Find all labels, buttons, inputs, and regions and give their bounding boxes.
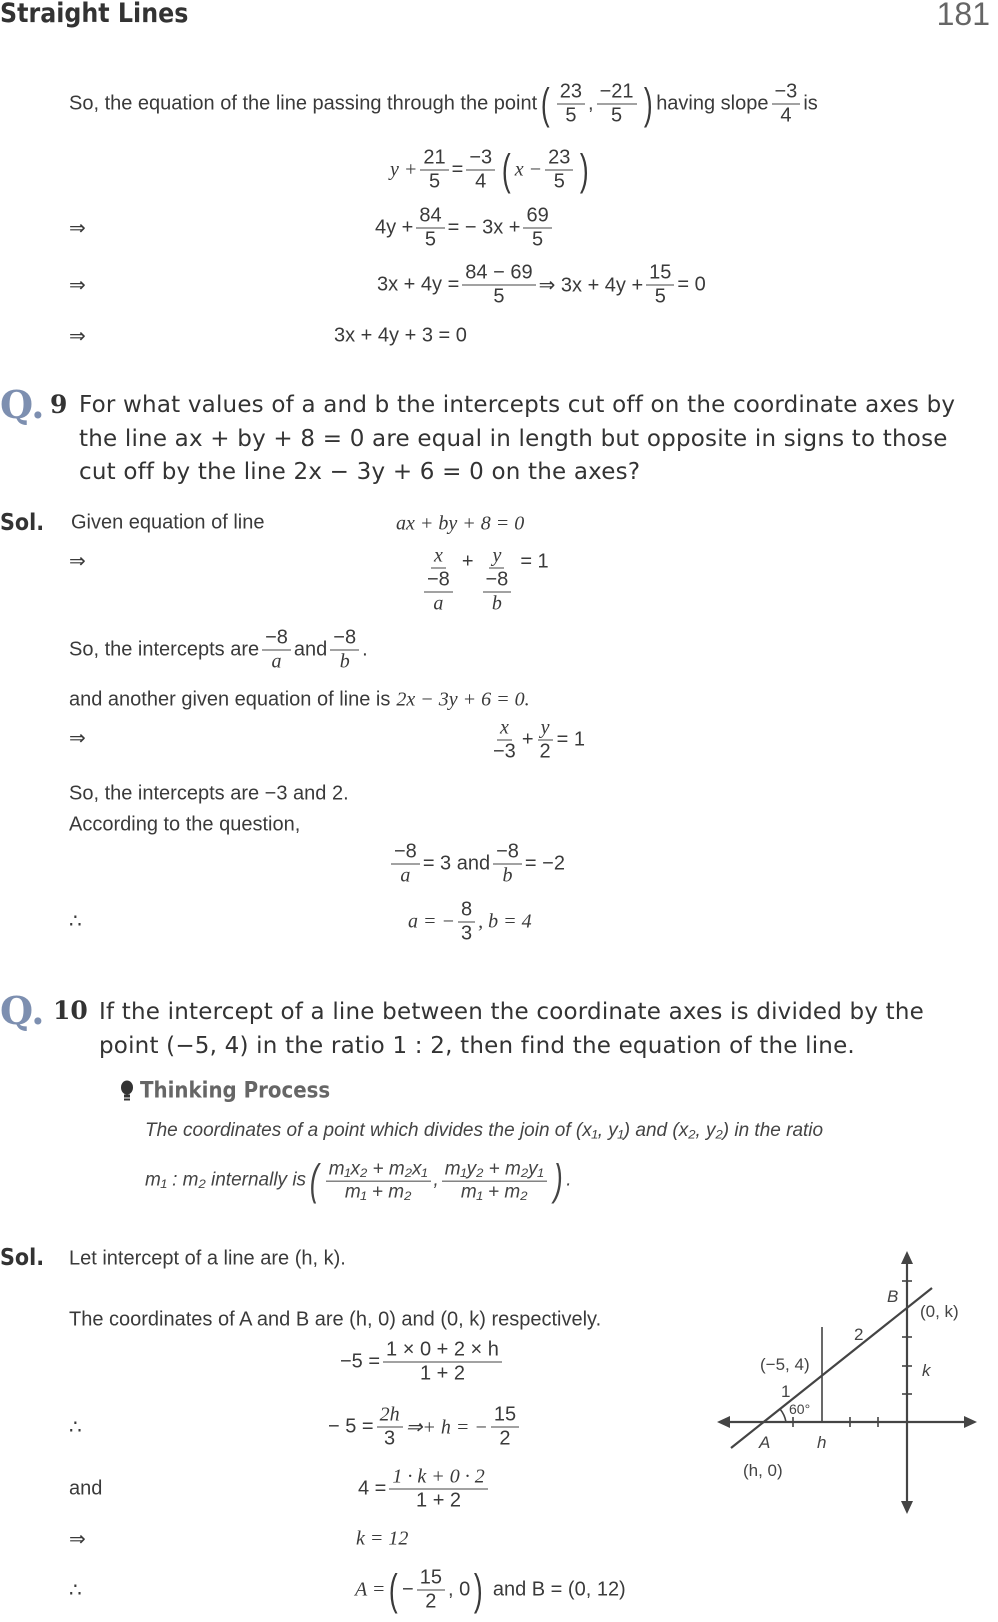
label-angle: 60° xyxy=(789,1401,811,1417)
math-part: 4 = xyxy=(358,1477,387,1500)
math-part: = −2 xyxy=(524,852,565,875)
coordinate-diagram xyxy=(680,1200,998,1520)
math-part: 4 xyxy=(780,104,792,127)
question-mark-label: Q. xyxy=(0,988,45,1033)
q8-line-1 xyxy=(69,81,818,128)
math-part: 23 xyxy=(557,81,585,105)
math-part: −3 xyxy=(466,147,495,171)
bracket: ( xyxy=(309,1156,319,1205)
label-k: k xyxy=(922,1361,931,1380)
q8-line-2 xyxy=(390,147,593,194)
math-part: a xyxy=(433,592,444,615)
math-part: −3 xyxy=(772,81,801,105)
fraction xyxy=(391,841,420,888)
math-part xyxy=(477,569,518,616)
math-part xyxy=(121,1080,133,1094)
chapter-title: Straight Lines xyxy=(0,0,189,29)
math-part: b xyxy=(502,864,513,887)
angle-arc xyxy=(780,1409,786,1422)
math-part: b xyxy=(339,650,350,673)
fraction xyxy=(389,1466,487,1513)
math-part: 5 xyxy=(553,170,565,193)
fraction xyxy=(383,1339,502,1386)
math-part: 5 xyxy=(654,285,666,308)
math-part: A = xyxy=(355,1578,386,1601)
equation xyxy=(388,841,565,888)
math-part: 5 xyxy=(565,104,577,127)
question-text: the line ax + by + 8 = 0 are equal in length but opposite in signs to those xyxy=(79,426,948,452)
label-b: B xyxy=(887,1287,899,1306)
math-part: = 1 xyxy=(520,550,549,573)
bracket: ) xyxy=(580,145,590,194)
math-part: 3 xyxy=(384,1427,396,1450)
fraction xyxy=(424,569,453,616)
intercept-form-equation xyxy=(415,545,549,616)
math-part: −8 xyxy=(391,841,420,865)
math-part: and another given equation of line is xyxy=(69,688,391,711)
math-part: 8 xyxy=(458,899,475,923)
thinking-process-text: The coordinates of a point which divides the join of (x₁, y₁) and (x₂, y₂) in the ratio xyxy=(145,1120,824,1141)
math-part: −8 xyxy=(493,841,522,865)
math-part: 84 xyxy=(416,205,444,229)
text: According to the question, xyxy=(69,813,301,836)
math-part xyxy=(901,1501,913,1514)
implies-arrow: ⇒ xyxy=(69,274,86,297)
text: Given equation of line xyxy=(71,511,265,534)
math-part: 5 xyxy=(532,228,544,251)
math-part: a xyxy=(271,650,282,673)
math-part: − xyxy=(402,1578,414,1601)
answer xyxy=(355,1567,626,1614)
text: and xyxy=(69,1477,103,1500)
math-part: 2h xyxy=(377,1404,403,1428)
equation: ax + by + 8 = 0 xyxy=(396,512,525,535)
math-part: −3 xyxy=(493,740,516,763)
fraction xyxy=(646,262,674,309)
section-formula xyxy=(145,1156,572,1205)
equation: k = 12 xyxy=(356,1527,409,1550)
math-part: − 5 = xyxy=(328,1415,374,1438)
math-part: . xyxy=(566,1170,572,1191)
math-part: −8 xyxy=(483,569,512,593)
math-part: 84 − 69 xyxy=(462,262,535,286)
math-part: b xyxy=(491,592,502,615)
question-text: point (−5, 4) in the ratio 1 : 2, then find the equation of the line. xyxy=(99,1033,855,1059)
math-part: 1 · k + 0 · 2 xyxy=(389,1466,487,1490)
math-part: 2 xyxy=(539,740,551,763)
math-part xyxy=(964,1416,977,1428)
text: The coordinates of A and B are (h, 0) and (0, k) respectively. xyxy=(69,1308,602,1331)
math-part: m₁ : m₂ internally is xyxy=(145,1170,307,1191)
fraction xyxy=(262,627,291,674)
fraction xyxy=(330,627,359,674)
fraction xyxy=(545,147,573,194)
therefore-symbol: ∴ xyxy=(69,1416,82,1439)
label-b-coord: (0, k) xyxy=(920,1302,959,1321)
math-part: + xyxy=(521,728,534,751)
math-part: = 0 xyxy=(677,273,706,296)
fraction xyxy=(442,1159,547,1204)
math-part: −8 xyxy=(262,627,291,651)
page-number: 181 xyxy=(936,0,990,32)
math-part: . xyxy=(362,638,368,661)
math-part: y + xyxy=(390,158,418,181)
math-part: 15 xyxy=(417,1567,445,1591)
math-part: , xyxy=(588,92,594,115)
math-part: 2 xyxy=(425,1590,437,1613)
bracket: ( xyxy=(502,145,511,194)
solution-label: Sol. xyxy=(0,510,45,536)
math-part: , xyxy=(433,1170,439,1191)
math-part: 1 + 2 xyxy=(419,1362,465,1385)
math-part: So, the intercepts are xyxy=(69,638,260,661)
math-part xyxy=(124,1098,130,1100)
math-part: = − 3x + xyxy=(447,216,521,239)
label-ratio-2: 2 xyxy=(854,1325,864,1344)
math-part: 15 xyxy=(646,262,674,286)
math-part: , 0 xyxy=(447,1578,471,1601)
math-part: = 3 and xyxy=(422,852,491,875)
fraction xyxy=(483,569,512,616)
q9-intercepts-line xyxy=(69,627,368,674)
label-a-coord: (h, 0) xyxy=(743,1461,783,1480)
math-part: a xyxy=(400,864,411,887)
bracket: ) xyxy=(643,79,653,128)
text: Let intercept of a line are (h, k). xyxy=(69,1247,346,1270)
math-part: x xyxy=(497,717,512,741)
q8-line-4 xyxy=(377,262,706,309)
fraction xyxy=(462,262,535,309)
question-text: cut off by the line 2x − 3y + 6 = 0 on the axes? xyxy=(79,459,641,485)
math-part: −5 = xyxy=(340,1350,381,1373)
fraction xyxy=(491,1404,519,1451)
math-part: −8 xyxy=(330,627,359,651)
bracket: ( xyxy=(389,1565,399,1614)
math-part: y xyxy=(489,545,504,569)
equation xyxy=(358,1466,491,1513)
math-part: 21 xyxy=(420,147,448,171)
math-part: m₁ + m₂ xyxy=(344,1181,412,1203)
math-part: x − xyxy=(514,158,543,181)
label-a: A xyxy=(759,1433,771,1452)
math-part: 4y + xyxy=(375,216,414,239)
math-part: 1 + 2 xyxy=(416,1489,462,1512)
text: is xyxy=(803,92,818,115)
label-h: h xyxy=(817,1433,827,1452)
implies-arrow: ⇒ xyxy=(69,550,86,573)
bracket: ) xyxy=(553,1156,563,1205)
fraction xyxy=(490,717,519,764)
equation xyxy=(487,717,585,764)
therefore-symbol: ∴ xyxy=(69,910,82,933)
implies-arrow: ⇒ xyxy=(69,325,86,348)
math-part: 5 xyxy=(424,228,437,251)
math-part: 2x − 3y + 6 = 0. xyxy=(396,688,530,711)
implies-arrow: ⇒ xyxy=(69,727,86,750)
question-text: If the intercept of a line between the coordinate axes is divided by the xyxy=(99,999,925,1025)
equation xyxy=(328,1404,522,1451)
fraction xyxy=(523,205,551,252)
math-part: m₁x₂ + m₂x₁ xyxy=(326,1159,431,1182)
math-part: 23 xyxy=(545,147,573,171)
math-part: and xyxy=(293,638,328,661)
fraction xyxy=(417,1567,445,1614)
math-part: 5 xyxy=(611,104,623,127)
math-part xyxy=(717,1416,730,1428)
fraction xyxy=(597,81,637,128)
text: So, the intercepts are −3 and 2. xyxy=(69,782,349,805)
label-point: (−5, 4) xyxy=(760,1355,810,1374)
math-part: 1 × 0 + 2 × h xyxy=(383,1339,502,1363)
math-part xyxy=(124,1094,130,1097)
question-number: 9 xyxy=(50,390,68,419)
fraction xyxy=(458,899,475,946)
math-part: ⇒+ h = − xyxy=(405,1416,488,1439)
fraction xyxy=(557,81,585,128)
math-part: 3x + 4y = xyxy=(377,273,460,296)
math-part: 2 xyxy=(499,1427,511,1450)
text: So, the equation of the line passing through the point xyxy=(69,92,538,115)
math-part: a = − xyxy=(408,910,455,933)
math-part xyxy=(901,1251,913,1264)
thinking-process-heading xyxy=(120,1079,351,1104)
fraction xyxy=(537,717,554,764)
therefore-symbol: ∴ xyxy=(69,1579,82,1602)
math-part xyxy=(418,569,459,616)
math-part: and B = (0, 12) xyxy=(492,1578,626,1601)
math-part: m₁y₂ + m₂y₁ xyxy=(442,1159,547,1182)
q8-line-5: 3x + 4y + 3 = 0 xyxy=(334,324,467,347)
fraction xyxy=(466,147,495,194)
equation xyxy=(340,1339,505,1386)
math-part: , b = 4 xyxy=(478,910,532,933)
implies-arrow: ⇒ xyxy=(69,217,86,240)
math-part: ⇒ 3x + 4y + xyxy=(538,274,644,297)
fraction xyxy=(772,81,801,128)
math-part: Thinking Process xyxy=(140,1078,331,1104)
fraction xyxy=(326,1159,431,1204)
math-part: −8 xyxy=(424,569,453,593)
lightbulb-icon xyxy=(120,1080,134,1102)
bracket: ( xyxy=(541,79,550,128)
solution-label: Sol. xyxy=(0,1245,45,1271)
fraction xyxy=(418,545,459,616)
bracket: ) xyxy=(474,1565,483,1614)
fraction xyxy=(416,205,444,252)
math-part: x xyxy=(431,545,446,569)
math-part: y xyxy=(538,717,553,741)
answer xyxy=(408,899,532,946)
math-part: 69 xyxy=(523,205,551,229)
math-part: 5 xyxy=(493,285,505,308)
fraction xyxy=(377,1404,403,1451)
fraction xyxy=(477,545,518,616)
math-part: = xyxy=(451,158,464,181)
text xyxy=(69,689,530,712)
math-part: −21 xyxy=(597,81,637,105)
q8-line-3 xyxy=(375,205,555,252)
question-text: For what values of a and b the intercepts cut off on the coordinate axes by xyxy=(79,392,956,418)
question-mark-label: Q. xyxy=(0,382,45,427)
math-part: 3 xyxy=(461,922,473,945)
math-part: 4 xyxy=(475,170,487,193)
math-part: = 1 xyxy=(556,728,585,751)
math-part: + xyxy=(461,550,474,573)
math-part: 5 xyxy=(428,170,441,193)
math-part: m₁ + m₂ xyxy=(460,1181,528,1203)
implies-arrow: ⇒ xyxy=(69,1528,86,1551)
fraction xyxy=(493,841,522,888)
question-number: 10 xyxy=(53,996,88,1025)
text: having slope xyxy=(656,92,769,115)
math-part: 15 xyxy=(491,1404,519,1428)
fraction xyxy=(420,147,448,194)
label-ratio-1: 1 xyxy=(781,1382,791,1401)
